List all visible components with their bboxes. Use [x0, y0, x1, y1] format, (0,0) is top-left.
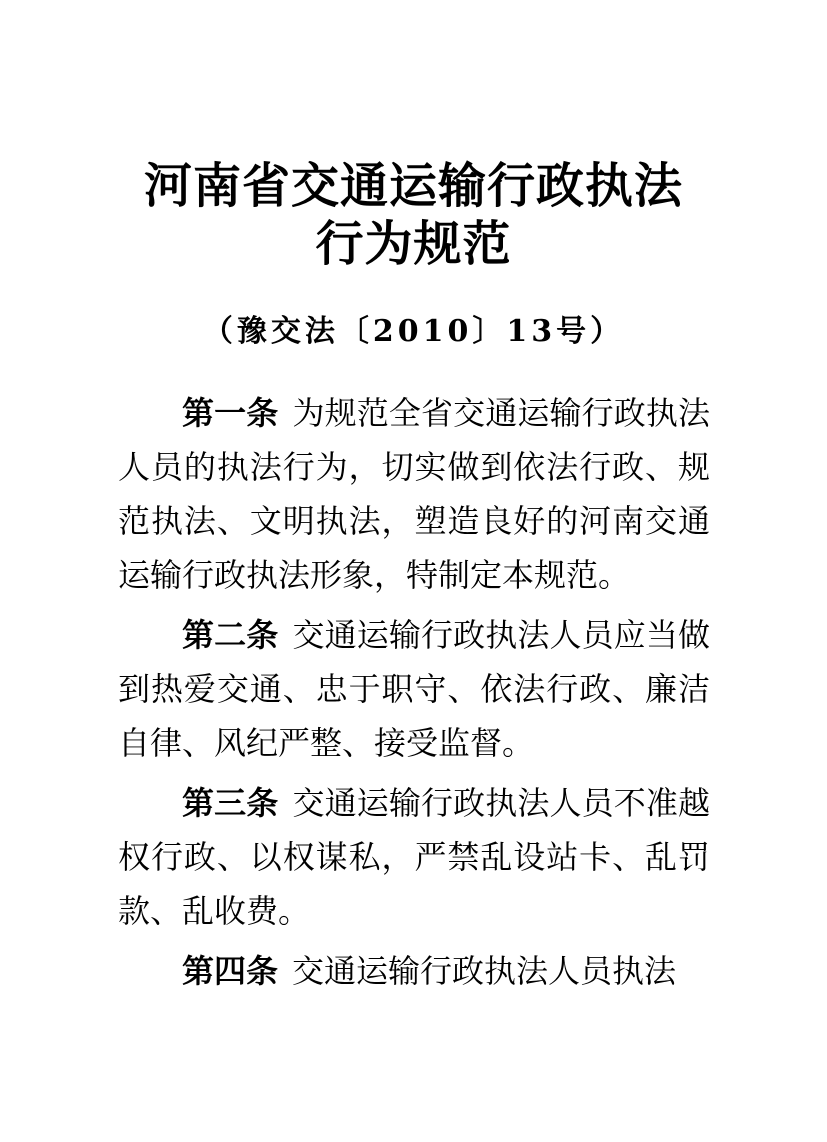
article-4	[118, 944, 710, 998]
article-2-title: 第二条	[182, 616, 279, 654]
article-2-text: 交通运输行政执法人员应当做到热爱交通、忠于职守、依法行政、廉洁自律、风纪严整、接受监督。	[118, 616, 710, 762]
article-1-text: 为规范全省交通运输行政执法人员的执法行为，切实做到依法行政、规范执法、文明执法，塑造良好的河南交通运输行政执法形象，特制定本规范。	[118, 394, 710, 594]
article-3	[118, 776, 710, 938]
document-body	[118, 386, 710, 1004]
document-number: （豫交法〔2010〕13号）	[202, 314, 625, 349]
document-title-line2: 行为规范	[315, 216, 512, 272]
article-3-text: 交通运输行政执法人员不准越权行政、以权谋私，严禁乱设站卡、乱罚款、乱收费。	[118, 784, 710, 930]
article-1-title: 第一条	[182, 394, 279, 432]
article-2	[118, 608, 710, 770]
article-4-text: 交通运输行政执法人员执法	[292, 952, 677, 990]
document-title-line1: 河南省交通运输行政执法	[143, 158, 683, 214]
article-4-title: 第四条	[182, 952, 279, 990]
article-3-title: 第三条	[182, 784, 279, 822]
article-1	[118, 386, 710, 602]
